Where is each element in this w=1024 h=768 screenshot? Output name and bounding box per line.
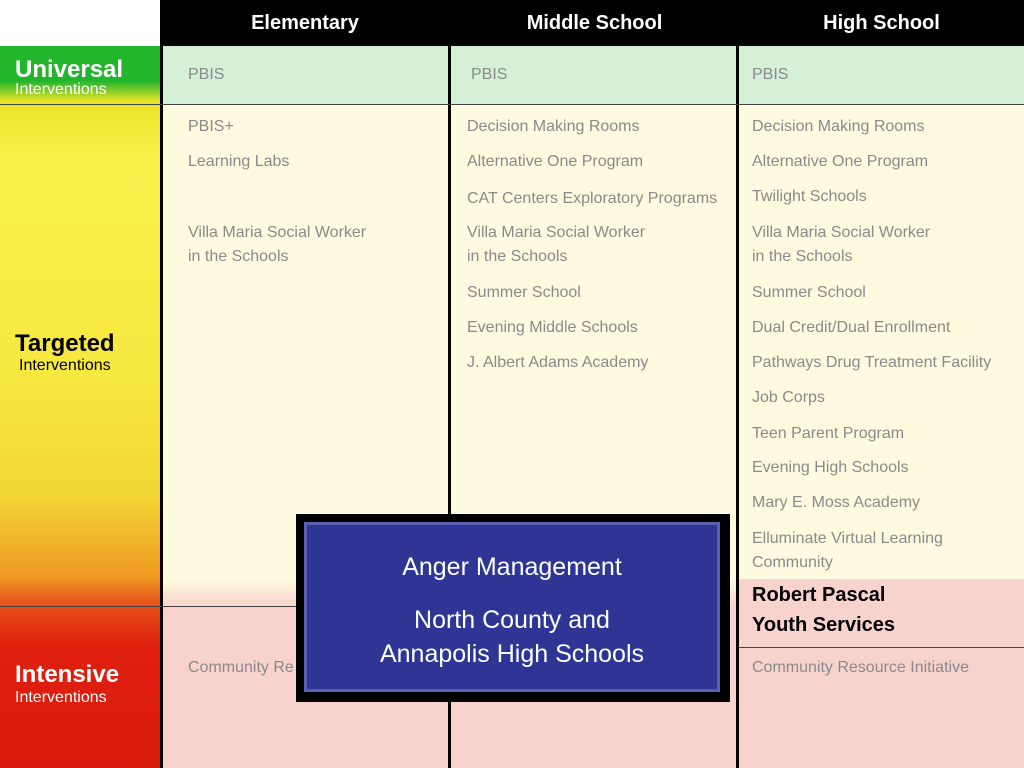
high-item: Community <box>752 554 833 571</box>
intensive-high-item: Community Resource Initiative <box>752 659 969 676</box>
high-item: Evening High Schools <box>752 459 909 476</box>
intensive-elementary-item: Community Re <box>188 659 294 676</box>
header-corner <box>0 0 160 46</box>
middle-item: in the Schools <box>467 248 568 265</box>
high-item: Twilight Schools <box>752 188 867 205</box>
middle-item: CAT Centers Exploratory Programs <box>467 190 718 207</box>
tier-universal-subtitle: Interventions <box>15 81 107 98</box>
high-item: Summer School <box>752 284 866 301</box>
high-item: Villa Maria Social Worker <box>752 224 931 241</box>
high-item: Pathways Drug Treatment Facility <box>752 354 992 371</box>
callout-title: Anger Management <box>402 553 622 581</box>
callout-schools <box>307 603 717 671</box>
middle-item: Summer School <box>467 284 581 301</box>
high-item: Job Corps <box>752 389 825 406</box>
elem-item: Learning Labs <box>188 153 290 170</box>
tier-column <box>0 46 160 768</box>
callout-panel <box>304 522 720 692</box>
high-item-highlight: Youth Services <box>752 614 896 636</box>
tier-targeted-title: Targeted <box>15 330 115 357</box>
high-item: Mary E. Moss Academy <box>752 494 921 511</box>
tier-targeted-subtitle: Interventions <box>19 357 111 374</box>
high-item: Decision Making Rooms <box>752 118 925 135</box>
middle-item: Evening Middle Schools <box>467 319 638 336</box>
tier-intensive-title: Intensive <box>15 661 120 688</box>
header-high-school: High School <box>739 0 1024 46</box>
middle-item: J. Albert Adams Academy <box>467 354 649 371</box>
universal-high-item: PBIS <box>752 66 789 83</box>
universal-elementary-item: PBIS <box>188 66 225 83</box>
row-divider-intensive-high <box>739 647 1024 648</box>
row-divider-universal <box>0 104 1024 105</box>
middle-item: Decision Making Rooms <box>467 118 640 135</box>
universal-middle-item: PBIS <box>471 66 508 83</box>
divider-middle-high <box>736 0 739 768</box>
high-item: Dual Credit/Dual Enrollment <box>752 319 951 336</box>
anger-management-callout <box>296 514 730 702</box>
tier-universal-title: Universal <box>15 56 124 83</box>
elem-item: Villa Maria Social Worker <box>188 224 367 241</box>
callout-schools-line1: North County and <box>414 606 610 634</box>
high-item: Elluminate Virtual Learning <box>752 530 943 547</box>
high-item: in the Schools <box>752 248 853 265</box>
middle-item: Villa Maria Social Worker <box>467 224 646 241</box>
middle-item: Alternative One Program <box>467 153 644 170</box>
divider-left <box>160 0 163 768</box>
elem-item: in the Schools <box>188 248 289 265</box>
callout-schools-line2: Annapolis High Schools <box>379 640 645 668</box>
high-item-highlight: Robert Pascal <box>752 584 886 606</box>
high-item: Teen Parent Program <box>752 425 905 442</box>
header-middle-school: Middle School <box>450 0 739 46</box>
header-elementary: Elementary <box>160 0 450 46</box>
elem-item: PBIS+ <box>188 118 234 135</box>
tier-intensive-subtitle: Interventions <box>15 689 107 706</box>
high-item: Alternative One Program <box>752 153 929 170</box>
